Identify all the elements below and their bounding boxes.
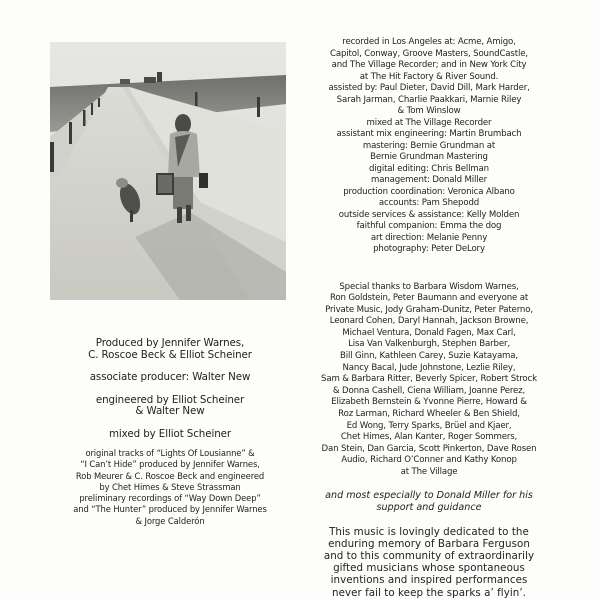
- liner-notes: [300, 37, 558, 599]
- special-thanks: Special thanks to Barbara Wisdom Warnes, Ron Goldstein, Peter Baumann and everyone at Private Music, Jody Graham-Dunitz, Peter Paterno, Leonard Cohen, Daryl Hannah, Jackson Browne, Michael Ventura, Donald Fagen, Max Carl, Lisa Van Valkenburgh, Stephen Barber, Bill Ginn, Kathleen Carey, Suzie Katayama, Nancy Bacal, Jude Johnstone, Lezlie Riley, Sam & Barbara Ritter, Beverly Spicer, Robert Strock & Donna Cashell, Ciena William, Joanne Perez, Elizabeth Bernstein & Yvonne Pierre, Howard & Roz Larman, Richard Wheeler & Ben Shield, Ed Wong, Terry Sparks, Brüel and Kjaer, Chet Himes, Alan Kanter, Roger Sommers, Dan Stein, Dan Garcia, Scott Pinkerton, Dave Rosen Audio, Richard O’Conner and Kathy Konop at The Village: [321, 281, 537, 477]
- dedication: This music is lovingly dedicated to the enduring memory of Barbara Ferguson and to this community of extraordinarily gifted musicians whose spontaneous inventions and inspired performances never fail to keep the sparks a’ flyin’.: [323, 525, 535, 599]
- cover-photo: [50, 42, 286, 300]
- associate-producer: associate producer: Walter New: [89, 371, 251, 383]
- road-photo-illustration: [50, 42, 286, 300]
- engineered-by: engineered by Elliot Scheiner & Walter New: [95, 393, 245, 417]
- produced-by: Produced by Jennifer Warnes, C. Roscoe Beck & Elliot Scheiner: [88, 337, 252, 361]
- track-notes: original tracks of “Lights Of Lousianne” & “I Can’t Hide” produced by Jennifer Warnes, Rob Meurer & C. Roscoe Beck and engineered by Chet Himes & Steve Strassman preliminary recordings of “Way Down Deep” and “The Hunter” produced by Jennifer Warnes & Jorge Calderón: [73, 448, 267, 526]
- production-credits: [40, 338, 300, 527]
- recording-credits: recorded in Los Angeles at: Acme, Amigo, Capitol, Conway, Groove Masters, SoundCastle, and The Village Recorder; and in New York City at The Hit Factory & River Sound. assisted by: Paul Dieter, David Dill, Mark Harder, Sarah Jarman, Charlie Paakkari, Marnie Riley & Tom Winslow mixed at The Village Recorder assistant mix engineering: Martin Brumbach mastering: Bernie Grundman at Bernie Grundman Mastering digital editing: Chris Bellman management: Donald Miller production coordination: Veronica Albano accounts: Pam Shepodd outside services & assistance: Kelly Molden faithful companion: Emma the dog art direction: Melanie Penny photography: Peter DeLory: [328, 37, 530, 254]
- especially-thanks: and most especially to Donald Miller for his support and guidance: [325, 489, 533, 513]
- mixed-by: mixed by Elliot Scheiner: [108, 427, 232, 440]
